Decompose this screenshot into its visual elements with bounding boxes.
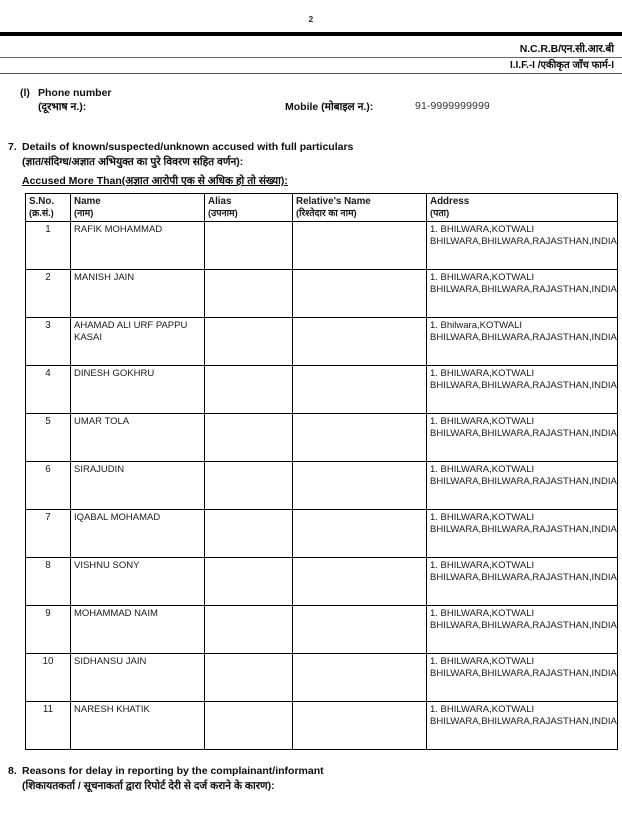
iif-form-title: I.I.F.-I /एकीकृत जाँच फार्म-I xyxy=(509,60,614,71)
cell-sno: 5 xyxy=(26,414,71,462)
cell-alias xyxy=(205,654,293,702)
cell-address: 1. BHILWARA,KOTWALI BHILWARA,BHILWARA,RAJASTHAN,INDIA xyxy=(427,270,618,318)
cell-address: 1. BHILWARA,KOTWALI BHILWARA,BHILWARA,RAJASTHAN,INDIA xyxy=(427,654,618,702)
section-8-heading xyxy=(8,764,622,779)
column-header-relative-hi: (रिश्तेदार का नाम) xyxy=(296,207,357,218)
cell-name: IQABAL MOHAMAD xyxy=(71,510,205,558)
cell-address: 1. BHILWARA,KOTWALI BHILWARA,BHILWARA,RAJASTHAN,INDIA xyxy=(427,558,618,606)
mobile-number-value: 91-9999999999 xyxy=(415,100,490,112)
accused-more-than-line xyxy=(8,173,622,189)
cell-name: SIRAJUDIN xyxy=(71,462,205,510)
cell-sno: 3 xyxy=(26,318,71,366)
cell-address: 1. BHILWARA,KOTWALI BHILWARA,BHILWARA,RAJASTHAN,INDIA xyxy=(427,606,618,654)
column-header-name-hi: (नाम) xyxy=(74,207,94,218)
cell-relative xyxy=(293,702,427,750)
cell-alias xyxy=(205,702,293,750)
phone-number-section xyxy=(0,86,622,126)
cell-address: 1. BHILWARA,KOTWALI BHILWARA,BHILWARA,RAJASTHAN,INDIA xyxy=(427,366,618,414)
column-header-name-en: Name xyxy=(74,196,101,207)
cell-address: 1. BHILWARA,KOTWALI BHILWARA,BHILWARA,RAJASTHAN,INDIA xyxy=(427,414,618,462)
section-8-number: 8. xyxy=(8,765,17,777)
column-header-name xyxy=(71,194,205,222)
cell-alias xyxy=(205,462,293,510)
column-header-alias-hi: (उपनाम) xyxy=(208,207,238,218)
accused-details-table xyxy=(25,193,618,750)
header-bottom-rule xyxy=(0,73,622,74)
mobile-label: Mobile (मोबाइल न.): xyxy=(285,101,374,113)
page-number: 2 xyxy=(308,14,314,24)
section-7-title-en: Details of known/suspected/unknown accused with full particulars xyxy=(22,141,354,153)
section-8-title-hi: (शिकायतकर्ता / सूचनाकर्ता द्वारा रिपोर्ट देरी से दर्ज कराने के कारण): xyxy=(22,780,275,792)
cell-relative xyxy=(293,414,427,462)
column-header-address xyxy=(427,194,618,222)
cell-name: NARESH KHATIK xyxy=(71,702,205,750)
cell-sno: 4 xyxy=(26,366,71,414)
cell-relative xyxy=(293,606,427,654)
table-row xyxy=(26,606,618,654)
cell-sno: 6 xyxy=(26,462,71,510)
cell-name: VISHNU SONY xyxy=(71,558,205,606)
cell-alias xyxy=(205,558,293,606)
section-7-heading xyxy=(8,140,622,155)
column-header-address-en: Address xyxy=(430,196,470,207)
cell-address: 1. BHILWARA,KOTWALI BHILWARA,BHILWARA,RAJASTHAN,INDIA xyxy=(427,462,618,510)
cell-name: MOHAMMAD NAIM xyxy=(71,606,205,654)
phone-label-group xyxy=(20,86,112,114)
section-8-title-en: Reasons for delay in reporting by the complainant/informant xyxy=(22,765,324,777)
table-row xyxy=(26,318,618,366)
cell-name: MANISH JAIN xyxy=(71,270,205,318)
table-row xyxy=(26,366,618,414)
table-row xyxy=(26,222,618,270)
cell-relative xyxy=(293,318,427,366)
phone-item-marker: (l) xyxy=(20,87,30,99)
cell-sno: 2 xyxy=(26,270,71,318)
table-row xyxy=(26,558,618,606)
column-header-address-hi: (पता) xyxy=(430,207,450,218)
cell-sno: 10 xyxy=(26,654,71,702)
cell-address: 1. BHILWARA,KOTWALI BHILWARA,BHILWARA,RAJASTHAN,INDIA xyxy=(427,702,618,750)
table-row xyxy=(26,510,618,558)
accused-more-than-hi: (अज्ञात आरोपी एक से अधिक हो तो संख्या): xyxy=(121,175,288,187)
section-7-number: 7. xyxy=(8,141,17,153)
phone-label-en: Phone number xyxy=(38,87,112,99)
cell-address: 1. Bhilwara,KOTWALI BHILWARA,BHILWARA,RAJASTHAN,INDIA xyxy=(427,318,618,366)
cell-sno: 1 xyxy=(26,222,71,270)
accused-more-than-en: Accused More Than xyxy=(22,175,122,187)
cell-relative xyxy=(293,270,427,318)
cell-alias xyxy=(205,510,293,558)
ncrb-title: N.C.R.B/एन.सी.आर.बी xyxy=(519,43,614,55)
cell-alias xyxy=(205,318,293,366)
table-row xyxy=(26,270,618,318)
phone-label-hi: (दूरभाष न.): xyxy=(38,101,87,113)
cell-sno: 11 xyxy=(26,702,71,750)
section-7 xyxy=(0,140,622,189)
column-header-sno-hi: (क्र.सं.) xyxy=(29,207,54,218)
table-row xyxy=(26,414,618,462)
cell-sno: 8 xyxy=(26,558,71,606)
column-header-alias-en: Alias xyxy=(208,196,232,207)
column-header-relative-en: Relative's Name xyxy=(296,196,371,207)
cell-alias xyxy=(205,606,293,654)
cell-alias xyxy=(205,222,293,270)
table-header-row xyxy=(26,194,618,222)
cell-sno: 9 xyxy=(26,606,71,654)
section-7-title-hi: (ज्ञात/संदिग्ध/अज्ञात अभियुक्त का पुरे विवरण सहित वर्णन): xyxy=(22,156,244,168)
table-row xyxy=(26,702,618,750)
column-header-sno xyxy=(26,194,71,222)
cell-name: DINESH GOKHRU xyxy=(71,366,205,414)
accused-table-body xyxy=(26,222,618,750)
table-row xyxy=(26,462,618,510)
cell-address: 1. BHILWARA,KOTWALI BHILWARA,BHILWARA,RAJASTHAN,INDIA xyxy=(427,222,618,270)
accused-table-container xyxy=(0,193,622,750)
cell-relative xyxy=(293,222,427,270)
cell-name: AHAMAD ALI URF PAPPU KASAI xyxy=(71,318,205,366)
cell-alias xyxy=(205,414,293,462)
cell-alias xyxy=(205,270,293,318)
table-row xyxy=(26,654,618,702)
cell-name: RAFIK MOHAMMAD xyxy=(71,222,205,270)
cell-relative xyxy=(293,654,427,702)
cell-relative xyxy=(293,462,427,510)
ncrb-header-block xyxy=(0,36,622,73)
cell-name: SIDHANSU JAIN xyxy=(71,654,205,702)
column-header-sno-en: S.No. xyxy=(29,196,55,207)
cell-name: UMAR TOLA xyxy=(71,414,205,462)
column-header-alias xyxy=(205,194,293,222)
cell-relative xyxy=(293,366,427,414)
cell-relative xyxy=(293,558,427,606)
cell-address: 1. BHILWARA,KOTWALI BHILWARA,BHILWARA,RAJASTHAN,INDIA xyxy=(427,510,618,558)
cell-relative xyxy=(293,510,427,558)
column-header-relative xyxy=(293,194,427,222)
cell-sno: 7 xyxy=(26,510,71,558)
section-8 xyxy=(0,764,622,794)
cell-alias xyxy=(205,366,293,414)
